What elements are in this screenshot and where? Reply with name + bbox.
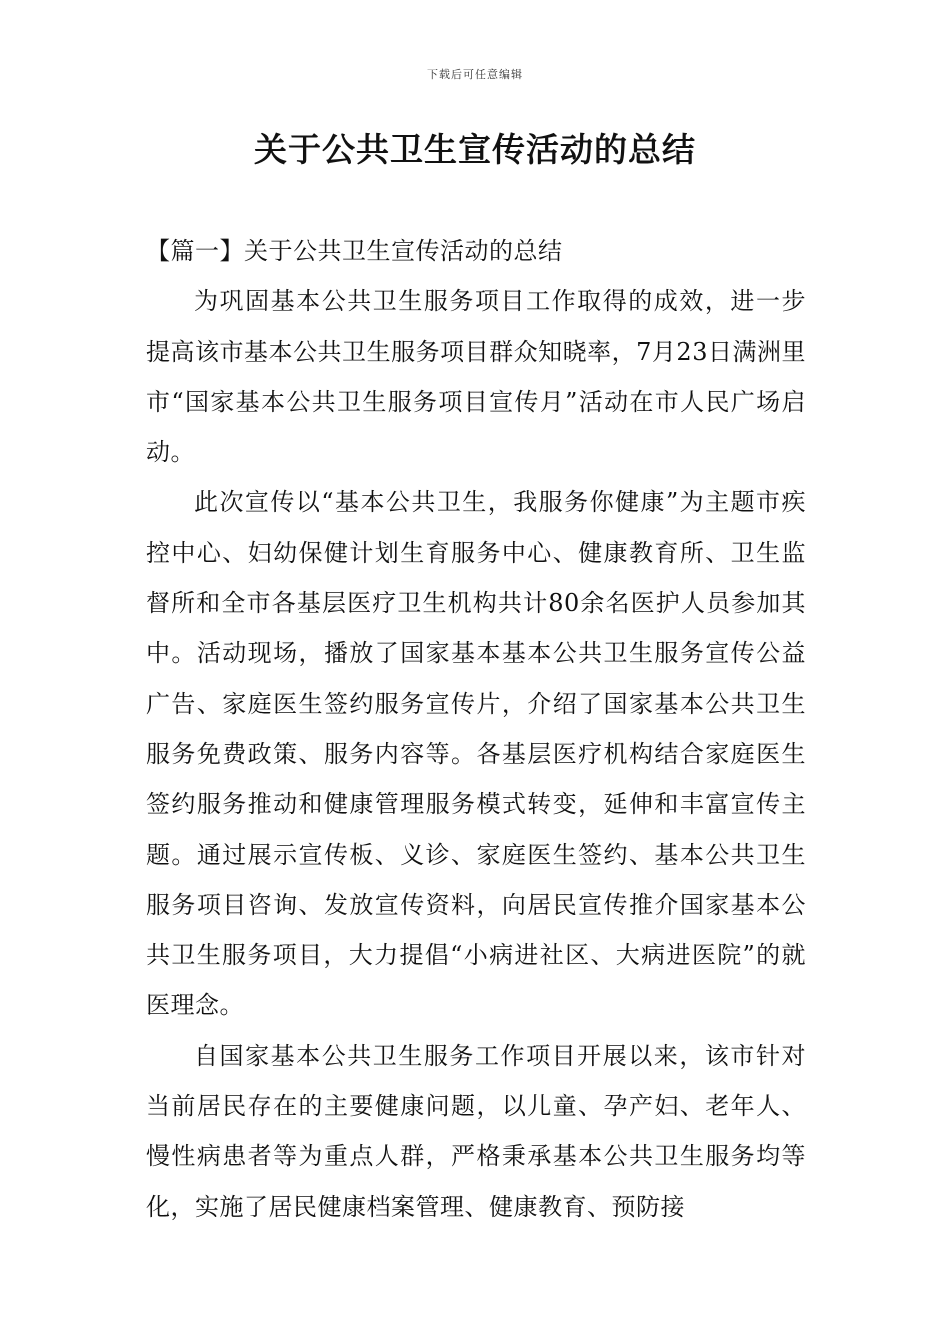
section-heading: 【篇一】关于公共卫生宣传活动的总结: [146, 237, 563, 265]
document-body: [146, 226, 806, 1232]
document-title: 关于公共卫生宣传活动的总结: [254, 130, 696, 169]
paragraph-2: 此次宣传以“基本公共卫生，我服务你健康”为主题市疾控中心、妇幼保健计划生育服务中心、健康教育所、卫生监督所和全市各基层医疗卫生机构共计80余名医护人员参加其中。活动现场，播放了国家基本基本公共卫生服务宣传公益广告、家庭医生签约服务宣传片，介绍了国家基本公共卫生服务免费政策、服务内容等。各基层医疗机构结合家庭医生签约服务推动和健康管理服务模式转变，延伸和丰富宣传主题。通过展示宣传板、义诊、家庭医生签约、基本公共卫生服务项目咨询、发放宣传资料，向居民宣传推介国家基本公共卫生服务项目，大力提倡“小病进社区、大病进医院”的就医理念。: [146, 488, 806, 1020]
paragraph-1: 为巩固基本公共卫生服务项目工作取得的成效，进一步提高该市基本公共卫生服务项目群众知晓率，7月23日满洲里市“国家基本公共卫生服务项目宣传月”活动在市人民广场启动。: [146, 287, 806, 467]
page-header-note: 下载后可任意编辑: [427, 68, 523, 81]
paragraph-3: 自国家基本公共卫生服务工作项目开展以来，该市针对当前居民存在的主要健康问题，以儿童、孕产妇、老年人、慢性病患者等为重点人群，严格秉承基本公共卫生服务均等化，实施了居民健康档案管理、健康教育、预防接: [146, 1041, 806, 1221]
